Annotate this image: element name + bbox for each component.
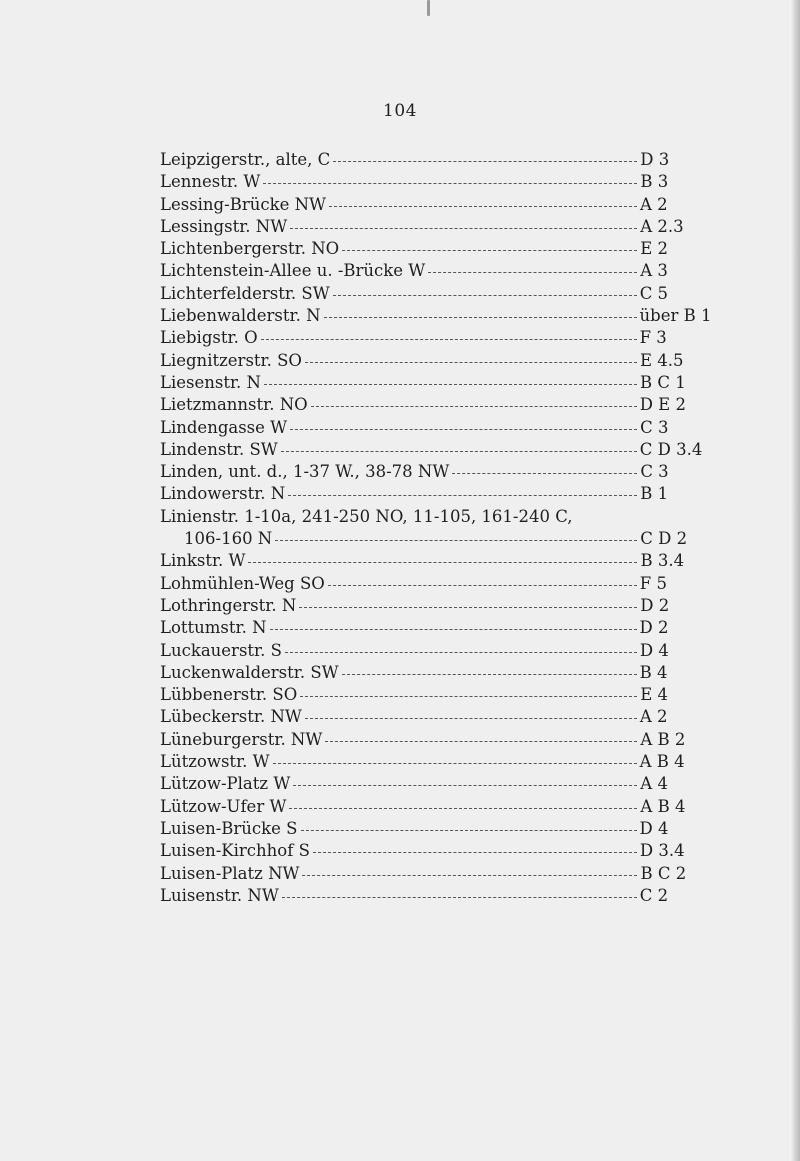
street-name: Luisenstr. NW bbox=[160, 885, 279, 905]
street-name: Lindenstr. SW bbox=[160, 439, 278, 459]
street-name: Lennestr. W bbox=[160, 172, 261, 192]
street-name: Liebenwalderstr. N bbox=[160, 306, 321, 326]
dot-leader bbox=[328, 585, 637, 586]
dot-leader bbox=[313, 852, 637, 853]
street-name: Leipzigerstr., alte, C bbox=[160, 150, 331, 169]
map-reference: D 3.4 bbox=[639, 841, 685, 861]
index-entry bbox=[160, 306, 720, 328]
street-name: Lichterfelderstr. SW bbox=[160, 283, 330, 303]
street-name: Lohmühlen-Weg SO bbox=[160, 573, 325, 593]
map-reference: F 5 bbox=[639, 573, 667, 593]
dot-leader bbox=[305, 718, 637, 719]
map-reference: über B 1 bbox=[639, 306, 712, 326]
dot-leader bbox=[300, 696, 637, 697]
index-entry bbox=[160, 529, 720, 551]
map-reference: B 1 bbox=[640, 484, 669, 504]
dot-leader bbox=[290, 228, 637, 229]
dot-leader bbox=[289, 808, 637, 809]
map-reference: E 4 bbox=[640, 685, 669, 705]
dot-leader bbox=[282, 897, 637, 898]
street-name: 106-160 N bbox=[184, 529, 273, 549]
index-entry bbox=[160, 596, 720, 618]
index-entry bbox=[160, 462, 720, 484]
index-entry bbox=[160, 819, 720, 841]
index-entry bbox=[160, 752, 720, 774]
street-name: Lützow-Platz W bbox=[160, 774, 291, 794]
street-name: Lützow-Ufer W bbox=[160, 796, 287, 816]
dot-leader bbox=[428, 272, 637, 273]
map-reference: C D 3.4 bbox=[639, 439, 703, 459]
street-name: Liegnitzerstr. SO bbox=[160, 350, 302, 370]
index-entry bbox=[160, 685, 720, 707]
index-entry bbox=[160, 551, 720, 573]
index-entry bbox=[160, 217, 720, 239]
index-entry bbox=[160, 841, 720, 863]
street-name: Lüneburgerstr. NW bbox=[160, 729, 323, 749]
street-name: Lichtenstein-Allee u. -Brücke W bbox=[160, 261, 426, 281]
dot-leader bbox=[452, 473, 637, 474]
dot-leader bbox=[342, 674, 637, 675]
dot-leader bbox=[263, 183, 637, 184]
street-name: Lietzmannstr. NO bbox=[160, 395, 308, 415]
index-entry bbox=[160, 351, 720, 373]
map-reference: A 2 bbox=[639, 194, 668, 214]
street-name: Luckauerstr. S bbox=[160, 640, 282, 660]
map-reference: A 2 bbox=[639, 707, 668, 727]
dot-leader bbox=[299, 607, 637, 608]
street-name: Lindengasse W bbox=[160, 417, 288, 437]
map-reference: D 2 bbox=[640, 595, 670, 615]
dot-leader bbox=[342, 250, 637, 251]
dot-leader bbox=[275, 540, 637, 541]
index-entry bbox=[160, 663, 720, 685]
dot-leader bbox=[281, 451, 637, 452]
street-name: Liesenstr. N bbox=[160, 372, 261, 392]
index-entry bbox=[160, 864, 720, 886]
index-entry bbox=[160, 774, 720, 796]
index-entry bbox=[160, 886, 720, 908]
dot-leader bbox=[288, 495, 637, 496]
dot-leader bbox=[333, 161, 637, 162]
map-reference: B 4 bbox=[639, 662, 668, 682]
map-reference: A B 4 bbox=[640, 796, 686, 816]
street-name: Luisen-Platz NW bbox=[160, 863, 300, 883]
page-number: 104 bbox=[383, 101, 417, 121]
map-reference: A 3 bbox=[640, 261, 668, 281]
map-reference: D 4 bbox=[639, 640, 669, 660]
map-reference: B C 1 bbox=[639, 372, 686, 392]
map-reference: C 5 bbox=[639, 283, 669, 303]
dot-leader bbox=[324, 317, 637, 318]
index-entry bbox=[160, 618, 720, 640]
dot-leader bbox=[311, 406, 637, 407]
street-name: Linkstr. W bbox=[160, 551, 246, 571]
street-name: Luckenwalderstr. SW bbox=[160, 662, 339, 682]
dot-leader bbox=[333, 295, 637, 296]
dot-leader bbox=[293, 785, 637, 786]
street-name: Liebigstr. O bbox=[160, 328, 258, 348]
map-reference: B 3 bbox=[640, 172, 669, 192]
dot-leader bbox=[325, 741, 637, 742]
index-entry bbox=[160, 730, 720, 752]
map-reference: F 3 bbox=[639, 328, 667, 348]
dot-leader bbox=[273, 763, 637, 764]
street-name: Linienstr. 1-10a, 241-250 NO, 11-105, 161-240 C, bbox=[160, 506, 573, 526]
map-reference: A 4 bbox=[640, 774, 668, 794]
index-entry bbox=[160, 507, 720, 529]
street-name: Lützowstr. W bbox=[160, 752, 270, 772]
dot-leader bbox=[290, 429, 637, 430]
map-reference: C 3 bbox=[640, 417, 669, 437]
index-entry bbox=[160, 707, 720, 729]
dot-leader bbox=[285, 652, 637, 653]
dot-leader bbox=[270, 629, 637, 630]
map-reference: C D 2 bbox=[640, 529, 688, 549]
street-name: Lübbenerstr. SO bbox=[160, 685, 298, 705]
street-name: Lessingstr. NW bbox=[160, 216, 288, 236]
index-entry bbox=[160, 261, 720, 283]
index-entry bbox=[160, 395, 720, 417]
index-entry bbox=[160, 797, 720, 819]
street-name: Lessing-Brücke NW bbox=[160, 194, 326, 214]
binding-mark bbox=[427, 0, 430, 16]
street-name: Luisen-Brücke S bbox=[160, 818, 298, 838]
map-reference: C 2 bbox=[639, 885, 669, 905]
index-entry bbox=[160, 150, 720, 172]
index-entry bbox=[160, 328, 720, 350]
map-reference: D 4 bbox=[639, 818, 669, 838]
page-edge bbox=[790, 0, 800, 1161]
index-entry bbox=[160, 172, 720, 194]
index-entry bbox=[160, 239, 720, 261]
street-name: Lichtenbergerstr. NO bbox=[160, 239, 340, 259]
dot-leader bbox=[261, 339, 637, 340]
dot-leader bbox=[248, 562, 637, 563]
map-reference: E 4.5 bbox=[639, 350, 684, 370]
map-reference: B C 2 bbox=[640, 863, 687, 883]
street-name: Luisen-Kirchhof S bbox=[160, 841, 310, 861]
index-entry bbox=[160, 440, 720, 462]
street-name: Lübeckerstr. NW bbox=[160, 707, 302, 727]
index-entry bbox=[160, 641, 720, 663]
map-reference: D E 2 bbox=[639, 395, 686, 415]
map-reference: C 3 bbox=[640, 462, 669, 482]
street-name: Lothringerstr. N bbox=[160, 595, 297, 615]
index-entry bbox=[160, 373, 720, 395]
street-name: Linden, unt. d., 1-37 W., 38-78 NW bbox=[160, 462, 450, 482]
street-index bbox=[160, 150, 720, 908]
street-name: Lottumstr. N bbox=[160, 618, 267, 638]
dot-leader bbox=[264, 384, 637, 385]
index-entry bbox=[160, 195, 720, 217]
map-reference: E 2 bbox=[640, 239, 668, 259]
dot-leader bbox=[302, 875, 637, 876]
map-reference: A 2.3 bbox=[640, 216, 684, 236]
map-reference: A B 2 bbox=[640, 729, 686, 749]
map-reference: B 3.4 bbox=[640, 551, 685, 571]
index-entry bbox=[160, 418, 720, 440]
index-entry bbox=[160, 484, 720, 506]
index-entry bbox=[160, 574, 720, 596]
dot-leader bbox=[301, 830, 637, 831]
index-entry bbox=[160, 284, 720, 306]
dot-leader bbox=[305, 362, 637, 363]
map-reference: D 3 bbox=[640, 150, 670, 169]
map-reference: D 2 bbox=[639, 618, 669, 638]
map-reference: A B 4 bbox=[639, 752, 685, 772]
dot-leader bbox=[329, 206, 637, 207]
street-name: Lindowerstr. N bbox=[160, 484, 286, 504]
